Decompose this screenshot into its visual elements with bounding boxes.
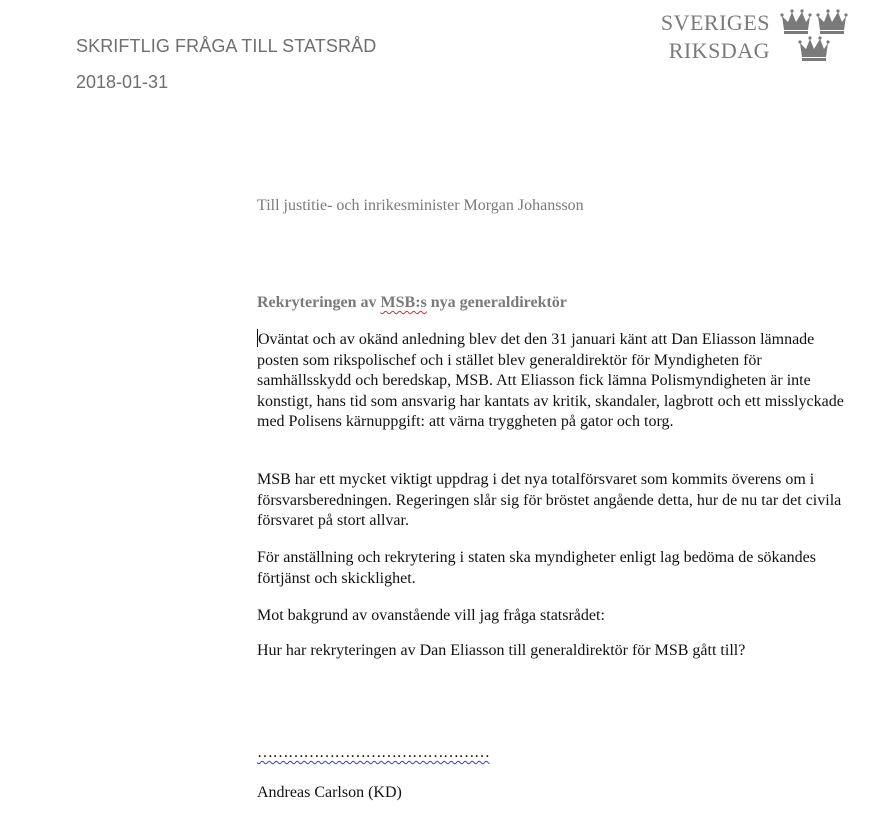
subject-suffix: nya generaldirektör <box>426 294 567 311</box>
body-paragraph: För anställning och rekrytering i staten ska myndigheter enligt lag bedöma de sökandes förtjänst och skicklighet. <box>257 549 816 587</box>
signature-name: Andreas Carlson (KD) <box>257 784 402 801</box>
signature-dotted-line: ……………………………………… <box>257 744 490 761</box>
body-paragraph: MSB har ett mycket viktigt uppdrag i det nya totalförsvaret som kommits överens om i försvarsberedningen. Regeringen slår sig för bröstet angående detta, hur de nu tar det civila försvaret på stort allvar. <box>257 471 842 529</box>
question-text: Hur har rekryteringen av Dan Eliasson till generaldirektör för MSB gått till? <box>257 642 746 659</box>
subject-spellcheck-word: MSB:s <box>380 294 427 311</box>
riksdag-logo <box>660 6 850 66</box>
three-crowns-icon <box>780 6 850 62</box>
paragraph-text: Oväntat och av okänd anledning blev det den 31 januari känt att Dan Eliasson lämnade posten som rikspolischef och i stället blev generaldirektör för Myndigheten för samhällsskydd och beredskap, MSB. Att Eliasson fick lämna Polismyndigheten är inte konstigt, hans tid som ansvarig har kantats av kritik, skandaler, lagbrott och ett misslyckade med Polisens kärnuppgift: att värna tryggheten på gator och torg. <box>257 331 844 430</box>
logo-text-riksdag: RIKSDAG <box>668 38 770 63</box>
logo-text-sveriges: SVERIGES <box>660 10 770 35</box>
body-paragraph: Mot bakgrund av ovanstående vill jag fråga statsrådet: <box>257 607 605 624</box>
addressee-line: Till justitie- och inrikesminister Morgan Johansson <box>257 197 584 214</box>
question-subject <box>257 293 857 314</box>
subject-prefix: Rekryteringen av <box>257 294 381 311</box>
document-date: 2018-01-31 <box>76 72 169 92</box>
document-type-title: SKRIFTLIG FRÅGA TILL STATSRÅD <box>76 36 377 56</box>
body-paragraph <box>257 329 857 433</box>
